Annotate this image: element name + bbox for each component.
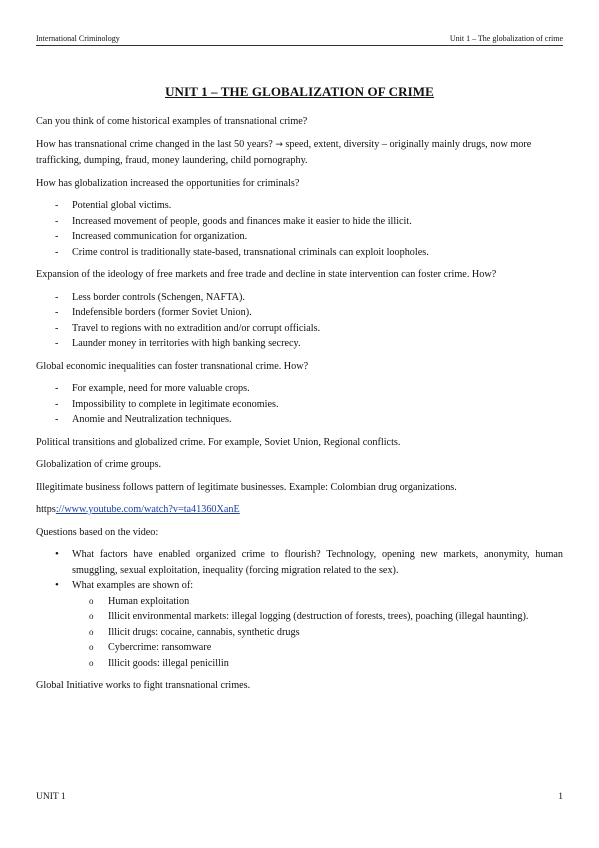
list-item: - Anomie and Neutralization techniques. [36,412,563,428]
paragraph-video-questions: Questions based on the video: [36,526,159,538]
paragraph-historical: Can you think of come historical examples of transnational crime? [36,116,308,127]
list-item: - Impossibility to complete in legitimate economies. [36,397,563,413]
header-left: International Criminology [36,34,120,43]
bullet-item-examples [36,578,563,671]
page-footer [36,792,563,802]
header-right: Unit 1 – The globalization of crime [449,34,563,43]
page-number: 1 [558,792,563,802]
list-item: - Travel to regions with no extradition and/or corrupt officials. [36,321,563,337]
sub-list-item: o Human exploitation [72,594,563,610]
paragraph-changes [36,137,563,169]
video-url [36,502,563,518]
url-prefix: https [36,504,56,515]
list-free-markets [36,290,563,352]
list-item: - Increased communication for organization. [36,229,563,245]
sub-list-item: o Cybercrime: ransomware [72,640,563,656]
document-body [36,84,563,701]
paragraph-opportunities: How has globalization increased the opportunities for criminals? [36,177,300,189]
list-opportunities [36,198,563,260]
right-arrow-icon: → [275,139,283,150]
sub-list-item: o Illicit goods: illegal penicillin [72,656,563,672]
list-item: - Launder money in territories with high banking secrecy. [36,336,563,352]
list-item: - Indefensible borders (former Soviet Union). [36,305,563,321]
paragraph-inequalities: Global economic inequalities can foster transnational crime. How? [36,360,309,372]
paragraph-political-transitions: Political transitions and globalized crime. For example, Soviet Union, Regional conflicts. [36,436,401,448]
paragraph-changes-question: How has transnational crime changed in the last 50 years? [36,138,273,150]
youtube-link[interactable]: ://www.youtube.com/watch?v=ta41360XanE [55,504,240,515]
page-header [36,34,563,46]
paragraph-free-markets: Expansion of the ideology of free markets and free trade and decline in state intervention can foster crime. How? [36,269,497,280]
list-item: - Potential global victims. [36,198,563,214]
list-item: - Less border controls (Schengen, NAFTA). [36,290,563,306]
paragraph-legitimate-business: Illegitimate business follows pattern of legitimate businesses. Example: Colombian drug organizations. [36,481,457,493]
bullet-item-factors: • What factors have enabled organized crime to flourish? Technology, opening new markets, anonymity, human smuggling, sexual exploitation, inequality (forcing migration related to the sex). [36,547,563,578]
footer-left: UNIT 1 [36,792,66,802]
page-title: UNIT 1 – THE GLOBALIZATION OF CRIME [165,84,434,99]
list-item: - For example, need for more valuable crops. [36,381,563,397]
list-item: - Increased movement of people, goods and finances make it easier to hide the illicit. [36,214,563,230]
paragraph-global-initiative: Global Initiative works to fight transnational crimes. [36,680,251,691]
sub-list-item: o Illicit drugs: cocaine, cannabis, synthetic drugs [72,625,563,641]
bullet-item-examples-label: What examples are shown of: [72,580,194,591]
paragraph-changes-answer: speed, extent, diversity – originally mainly drugs, now more trafficking, dumping, fraud, money laundering, child pornography. [36,138,532,166]
sub-list-item: o Illicit environmental markets: illegal logging (destruction of forests, trees), poaching (illegal haunting). [72,609,563,625]
list-item: - Crime control is traditionally state-based, transnational criminals can exploit loopholes. [36,245,563,261]
list-video-questions [36,547,563,671]
list-examples [72,594,563,672]
paragraph-crime-groups: Globalization of crime groups. [36,459,162,470]
list-inequalities [36,381,563,428]
